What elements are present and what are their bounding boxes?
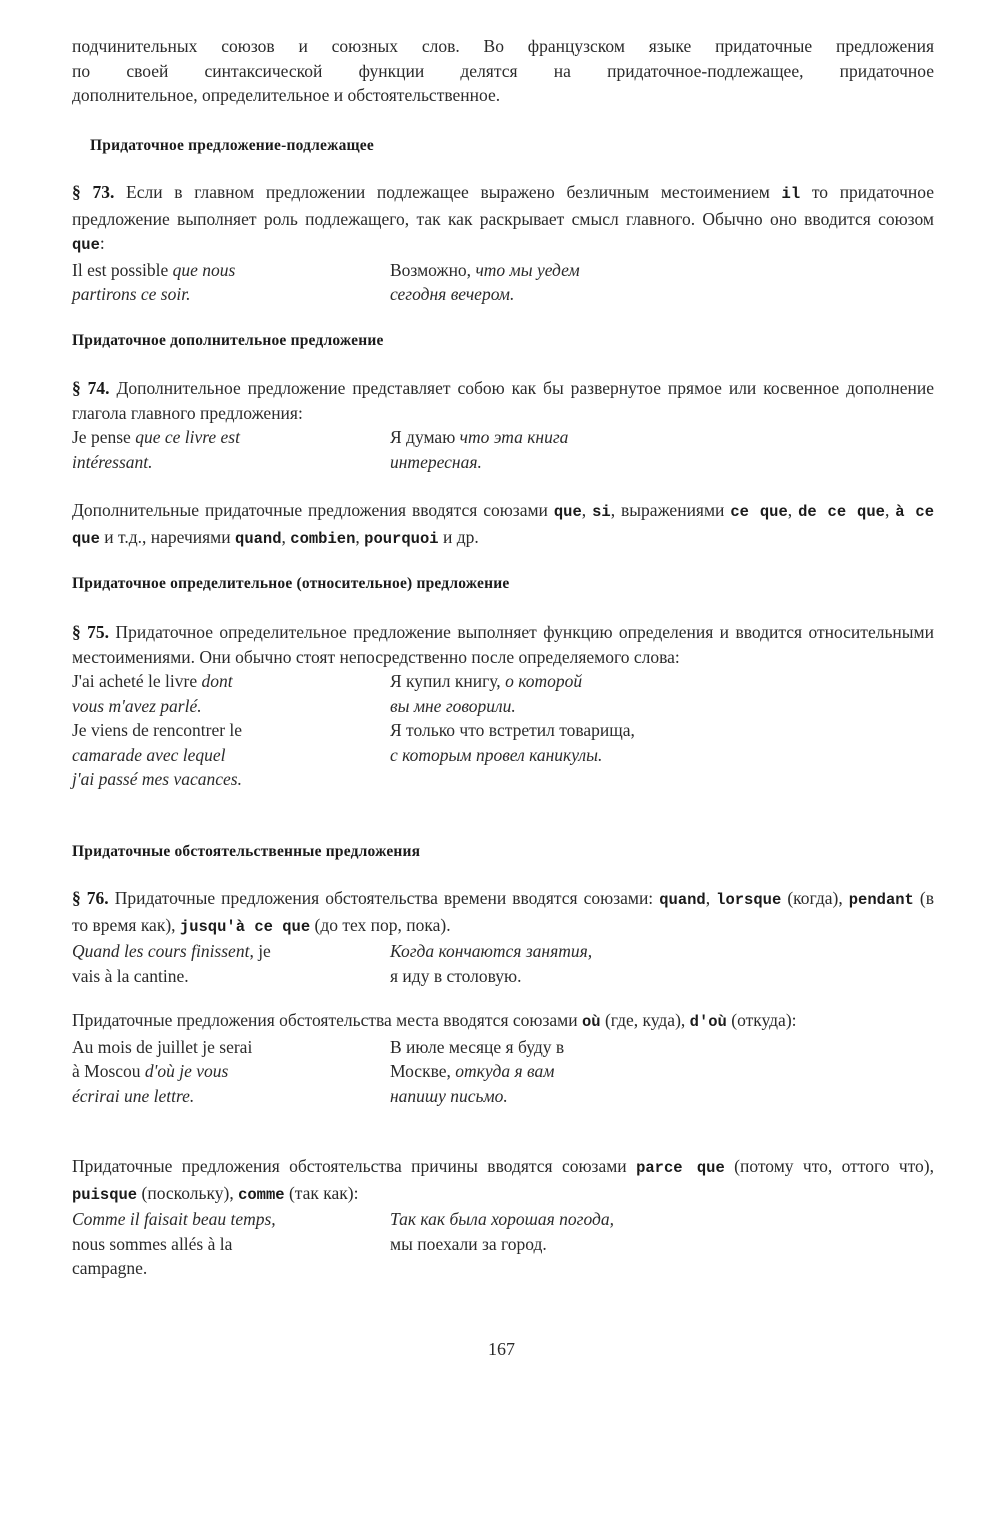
section-74-text: § 74. Дополнительное предложение представляет собою как бы развернутое прямое или косвенное дополнение глагола главного предложения: [72,378,935,423]
section-73-number: § 73. [72,182,115,202]
section-75-text: § 75. Придаточное определительное предложение выполняет функцию определения и вводится относительными местоимениями. Они обычно стоят непосредственно после определяемого слова: [72,622,934,667]
section-76-heading: Придаточные обстоятельственные предложения [72,843,421,860]
section-74 [72,376,934,474]
example-row: j'ai passé mes vacances. [72,769,242,789]
example-row: partirons ce soir. сегодня вечером. [72,284,515,304]
example-row: Je pense que ce livre est Я думаю что эта книга [72,427,569,447]
section-73 [72,180,934,307]
section-74-paragraph-2: Дополнительные придаточные предложения вводятся союзами que, si, выражениями ce que, de ce que, à ce que и т.д., наречиями quand, combien, pourquoi и др. [72,500,935,548]
intro-line-2: по своей синтаксической функции делятся на придаточное-подлежащее, придаточное [72,60,934,81]
section-73-heading-wrap [90,134,952,159]
example-row: campagne. [72,1258,148,1278]
example-row: Je viens de rencontrer le Я только что встретил товарища, [72,720,635,740]
example-row: camarade avec lequel с которым провел каникулы. [72,744,603,765]
example-row: Comme il faisait beau temps, Так как была хорошая погода, [72,1209,614,1229]
example-row: J'ai acheté le livre dont Я купил книгу, о которой [72,671,583,691]
example-row: Il est possible que nous Возможно, что мы уедем [72,259,580,280]
section-73-heading: Придаточное предложение-подлежащее [90,137,374,154]
page-number: 167 [488,1339,515,1359]
intro-line-1: подчинительных союзов и союзных слов. Во французском языке придаточные предложения [72,36,934,56]
example-row: écrirai une lettre. напишу письмо. [72,1085,508,1106]
example-row: Au mois de juillet je serai В июле месяце я буду в [72,1036,565,1057]
example-row: nous sommes allés à la мы поехали за город. [72,1233,547,1254]
example-row: vous m'avez parlé. вы мне говорили. [72,695,516,716]
term-il: il [781,185,801,203]
section-76-text: § 76. Придаточные предложения обстоятельства времени вводятся союзами: quand, lorsque (когда), pendant (в то время как), jusqu'à ce que (до тех пор, пока). [72,888,935,936]
section-75-number: § 75. [72,622,110,642]
section-76 [72,886,934,988]
intro-line-3: дополнительное, определительное и обстоятельственное. [72,85,501,105]
section-74-heading: Придаточное дополнительное предложение [72,332,384,349]
section-76-paragraph-2: Придаточные предложения обстоятельства места вводятся союзами où (где, куда), d'où (откуда): Au mois de juillet je serai В июле месяце я буду в à Moscou d'où je vous Москве, откуда я вам écrirai une lettre. напишу письмо. [72,1008,934,1108]
section-74-number: § 74. [72,378,110,398]
intro-paragraph [72,34,934,108]
section-76-heading-wrap [72,840,934,865]
term-que: que [72,236,100,254]
section-74-heading-wrap [72,329,934,354]
example-row: à Moscou d'où je vous Москве, откуда я вам [72,1061,555,1081]
section-75-heading-wrap [72,572,934,597]
example-row: vais à la cantine. я иду в столовую. [72,965,522,986]
section-75-heading: Придаточное определительное (относительное) предложение [72,575,510,592]
section-73-text: § 73. Если в главном предложении подлежащее выражено безличным местоимением il то придаточное предложение выполняет роль подлежащего, так как раскрывает смысл главного. Обычно оно вводится союзом que: [72,182,935,254]
example-row: intéressant. интересная. [72,451,482,472]
example-row: Quand les cours finissent, je Когда кончаются занятия, [72,941,593,961]
section-75 [72,620,934,792]
section-76-paragraph-3: Придаточные предложения обстоятельства причины вводятся союзами parce que (потому что, оттого что), puisque (поскольку), comme (так как): Comme il faisait beau temps, Так как была хорошая погода, nous sommes allés à la мы поехали за город. campagne. [72,1154,934,1281]
section-76-number: § 76. [72,888,109,908]
